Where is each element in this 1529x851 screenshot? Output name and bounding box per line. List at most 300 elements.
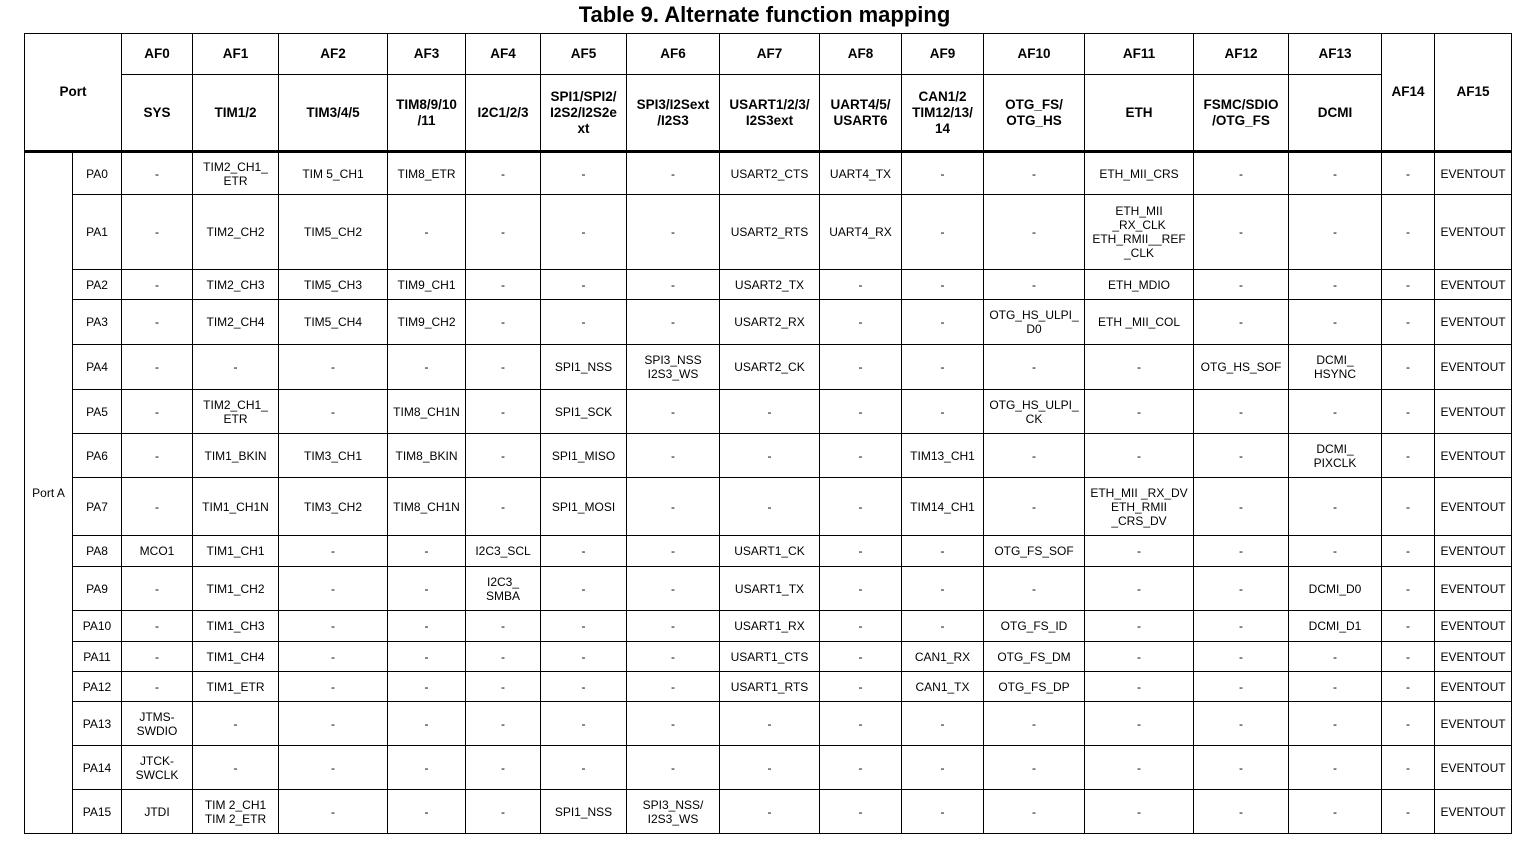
function-cell: - (820, 702, 902, 746)
function-cell: - (820, 611, 902, 642)
table-row (25, 746, 1512, 790)
function-cell: - (122, 270, 193, 300)
function-cell: TIM1_CH1N (193, 478, 279, 536)
function-cell: ETH_MII _RX_CLK ETH_RMII__REF _CLK (1085, 195, 1194, 270)
function-cell: - (541, 300, 627, 345)
function-cell: - (279, 672, 388, 702)
function-cell: I2C3_ SMBA (466, 567, 541, 611)
function-cell: - (122, 345, 193, 390)
function-header: TIM1/2 (193, 75, 279, 152)
function-cell: - (1085, 536, 1194, 567)
function-cell: - (627, 300, 720, 345)
function-cell: USART2_TX (720, 270, 820, 300)
function-cell: EVENTOUT (1435, 152, 1512, 195)
function-header: TIM8/9/10 /11 (388, 75, 466, 152)
function-cell: EVENTOUT (1435, 300, 1512, 345)
function-cell: - (388, 345, 466, 390)
function-cell: DCMI_ HSYNC (1289, 345, 1382, 390)
function-cell: - (193, 746, 279, 790)
function-cell: - (902, 702, 984, 746)
function-cell: - (902, 611, 984, 642)
function-header: UART4/5/ USART6 (820, 75, 902, 152)
function-cell: - (902, 790, 984, 834)
function-cell: - (820, 746, 902, 790)
af-header: AF3 (388, 34, 466, 75)
function-cell: - (1289, 790, 1382, 834)
function-cell: - (466, 152, 541, 195)
function-cell: - (122, 672, 193, 702)
function-cell: - (720, 434, 820, 478)
function-cell: - (984, 434, 1085, 478)
function-cell: - (1382, 746, 1435, 790)
function-cell: - (902, 270, 984, 300)
function-cell: - (1289, 300, 1382, 345)
function-cell: - (122, 390, 193, 434)
table-row (25, 390, 1512, 434)
function-cell: - (1194, 642, 1289, 672)
function-cell: SPI3_NSS/ I2S3_WS (627, 790, 720, 834)
function-cell: - (1194, 672, 1289, 702)
function-cell: EVENTOUT (1435, 611, 1512, 642)
table-title: Table 9. Alternate function mapping (578, 2, 951, 27)
function-cell: - (627, 152, 720, 195)
function-header: SPI1/SPI2/ I2S2/I2S2e xt (541, 75, 627, 152)
pin-name: PA15 (73, 790, 122, 834)
function-cell: EVENTOUT (1435, 270, 1512, 300)
function-cell: - (720, 746, 820, 790)
pin-name: PA9 (73, 567, 122, 611)
function-cell: UART4_RX (820, 195, 902, 270)
function-cell: - (541, 270, 627, 300)
pin-name: PA14 (73, 746, 122, 790)
table-row (25, 345, 1512, 390)
function-cell: EVENTOUT (1435, 195, 1512, 270)
function-cell: - (1382, 672, 1435, 702)
pin-name: PA13 (73, 702, 122, 746)
function-header: FSMC/SDIO /OTG_FS (1194, 75, 1289, 152)
function-cell: TIM3_CH1 (279, 434, 388, 478)
function-cell: - (1289, 672, 1382, 702)
function-cell: - (902, 345, 984, 390)
function-cell: EVENTOUT (1435, 702, 1512, 746)
function-cell: EVENTOUT (1435, 672, 1512, 702)
af15-header: AF15 (1435, 34, 1512, 152)
function-cell: - (279, 702, 388, 746)
function-cell: - (984, 345, 1085, 390)
port-group-label: Port A (25, 152, 73, 834)
af-header: AF12 (1194, 34, 1289, 75)
function-cell: USART2_CK (720, 345, 820, 390)
pin-name: PA5 (73, 390, 122, 434)
table-row (25, 195, 1512, 270)
function-cell: - (1085, 642, 1194, 672)
function-cell: - (466, 642, 541, 672)
function-cell: - (388, 672, 466, 702)
function-cell: TIM13_CH1 (902, 434, 984, 478)
pin-name: PA0 (73, 152, 122, 195)
function-cell: - (1382, 790, 1435, 834)
af-header: AF2 (279, 34, 388, 75)
function-cell: - (720, 702, 820, 746)
function-cell: - (984, 478, 1085, 536)
function-cell: - (541, 746, 627, 790)
function-cell: - (820, 345, 902, 390)
function-cell: - (466, 790, 541, 834)
function-cell: TIM5_CH3 (279, 270, 388, 300)
pin-name: PA8 (73, 536, 122, 567)
function-cell: - (627, 642, 720, 672)
function-cell: - (1289, 702, 1382, 746)
af14-header: AF14 (1382, 34, 1435, 152)
function-cell: - (388, 536, 466, 567)
function-cell: - (627, 702, 720, 746)
function-cell: - (388, 790, 466, 834)
function-cell: TIM3_CH2 (279, 478, 388, 536)
function-cell: - (1085, 345, 1194, 390)
function-header: SYS (122, 75, 193, 152)
table-row (25, 642, 1512, 672)
af-header: AF6 (627, 34, 720, 75)
af-header: AF7 (720, 34, 820, 75)
af-header: AF8 (820, 34, 902, 75)
function-cell: EVENTOUT (1435, 536, 1512, 567)
function-cell: - (1382, 567, 1435, 611)
function-cell: TIM1_CH1 (193, 536, 279, 567)
function-cell: - (466, 702, 541, 746)
table-row (25, 270, 1512, 300)
function-cell: - (720, 390, 820, 434)
function-cell: - (541, 195, 627, 270)
function-cell: DCMI_ PIXCLK (1289, 434, 1382, 478)
function-cell: - (466, 345, 541, 390)
function-cell: - (466, 746, 541, 790)
function-cell: USART1_CK (720, 536, 820, 567)
table-row (25, 536, 1512, 567)
function-cell: - (1085, 702, 1194, 746)
function-cell: OTG_HS_SOF (1194, 345, 1289, 390)
function-cell: - (1382, 536, 1435, 567)
function-cell: - (820, 642, 902, 672)
function-cell: - (820, 478, 902, 536)
function-cell: OTG_HS_ULPI_ D0 (984, 300, 1085, 345)
function-cell: USART1_RX (720, 611, 820, 642)
function-cell: - (122, 611, 193, 642)
function-cell: - (1382, 390, 1435, 434)
function-cell: - (1194, 195, 1289, 270)
function-cell: - (466, 195, 541, 270)
function-cell: - (820, 270, 902, 300)
af-header: AF9 (902, 34, 984, 75)
af-header: AF0 (122, 34, 193, 75)
function-cell: - (541, 702, 627, 746)
function-cell: EVENTOUT (1435, 478, 1512, 536)
function-cell: - (627, 567, 720, 611)
function-header: CAN1/2 TIM12/13/ 14 (902, 75, 984, 152)
function-cell: - (902, 536, 984, 567)
function-cell: - (902, 567, 984, 611)
function-cell: - (279, 390, 388, 434)
function-cell: - (388, 746, 466, 790)
function-cell: - (984, 270, 1085, 300)
af-header: AF1 (193, 34, 279, 75)
table-row (25, 434, 1512, 478)
function-cell: USART1_CTS (720, 642, 820, 672)
table-row (25, 300, 1512, 345)
function-cell: TIM1_BKIN (193, 434, 279, 478)
function-cell: DCMI_D1 (1289, 611, 1382, 642)
function-cell: TIM2_CH1_ ETR (193, 390, 279, 434)
function-cell: - (627, 195, 720, 270)
function-cell: - (984, 702, 1085, 746)
function-cell: - (1382, 642, 1435, 672)
function-cell: - (820, 672, 902, 702)
function-cell: - (984, 567, 1085, 611)
function-cell: - (466, 300, 541, 345)
function-cell: - (720, 790, 820, 834)
function-cell: TIM8_BKIN (388, 434, 466, 478)
function-cell: - (388, 611, 466, 642)
function-cell: - (1289, 536, 1382, 567)
pin-name: PA7 (73, 478, 122, 536)
function-cell: - (820, 300, 902, 345)
function-cell: EVENTOUT (1435, 567, 1512, 611)
function-cell: DCMI_D0 (1289, 567, 1382, 611)
function-cell: - (627, 536, 720, 567)
function-header: USART1/2/3/ I2S3ext (720, 75, 820, 152)
pin-name: PA4 (73, 345, 122, 390)
function-cell: - (122, 567, 193, 611)
function-header: I2C1/2/3 (466, 75, 541, 152)
function-cell: TIM8_CH1N (388, 478, 466, 536)
function-cell: - (1085, 390, 1194, 434)
function-cell: TIM9_CH2 (388, 300, 466, 345)
af-header: AF10 (984, 34, 1085, 75)
function-cell: - (1382, 611, 1435, 642)
function-header: TIM3/4/5 (279, 75, 388, 152)
function-cell: - (279, 642, 388, 672)
function-cell: OTG_HS_ULPI_ CK (984, 390, 1085, 434)
function-cell: - (122, 152, 193, 195)
header-row-function (25, 75, 1512, 152)
pin-name: PA11 (73, 642, 122, 672)
function-cell: - (466, 434, 541, 478)
function-cell: JTCK- SWCLK (122, 746, 193, 790)
function-cell: - (388, 567, 466, 611)
function-cell: - (1085, 790, 1194, 834)
function-cell: - (193, 702, 279, 746)
function-cell: - (1382, 478, 1435, 536)
function-header: OTG_FS/ OTG_HS (984, 75, 1085, 152)
function-cell: TIM5_CH2 (279, 195, 388, 270)
function-cell: - (279, 611, 388, 642)
function-cell: - (122, 478, 193, 536)
af-header: AF11 (1085, 34, 1194, 75)
function-cell: - (388, 642, 466, 672)
function-cell: USART2_CTS (720, 152, 820, 195)
function-cell: - (627, 390, 720, 434)
function-cell: USART2_RX (720, 300, 820, 345)
table-row (25, 478, 1512, 536)
function-cell: - (627, 746, 720, 790)
function-cell: JTMS- SWDIO (122, 702, 193, 746)
pin-name: PA3 (73, 300, 122, 345)
function-cell: - (122, 195, 193, 270)
function-cell: - (388, 702, 466, 746)
function-cell: TIM2_CH3 (193, 270, 279, 300)
function-cell: SPI1_MOSI (541, 478, 627, 536)
function-cell: EVENTOUT (1435, 790, 1512, 834)
function-cell: - (279, 536, 388, 567)
function-cell: - (902, 195, 984, 270)
function-cell: - (1194, 790, 1289, 834)
pin-name: PA6 (73, 434, 122, 478)
function-cell: - (1085, 746, 1194, 790)
function-cell: - (1085, 611, 1194, 642)
pin-name: PA2 (73, 270, 122, 300)
function-cell: - (466, 672, 541, 702)
function-cell: USART1_RTS (720, 672, 820, 702)
function-cell: - (902, 746, 984, 790)
function-cell: - (902, 300, 984, 345)
function-cell: TIM8_CH1N (388, 390, 466, 434)
alternate-function-table (24, 33, 1512, 834)
function-header: DCMI (1289, 75, 1382, 152)
pin-name: PA12 (73, 672, 122, 702)
function-cell: - (984, 152, 1085, 195)
function-cell: - (541, 567, 627, 611)
function-header: SPI3/I2Sext /I2S3 (627, 75, 720, 152)
function-cell: - (1289, 478, 1382, 536)
function-cell: - (1382, 270, 1435, 300)
port-header: Port (25, 34, 122, 152)
function-cell: - (1289, 746, 1382, 790)
function-cell: - (1194, 611, 1289, 642)
function-cell: ETH_MII _RX_DV ETH_RMII _CRS_DV (1085, 478, 1194, 536)
function-cell: TIM2_CH4 (193, 300, 279, 345)
function-cell: TIM5_CH4 (279, 300, 388, 345)
af-header: AF13 (1289, 34, 1382, 75)
function-cell: - (1194, 567, 1289, 611)
function-cell: OTG_FS_ID (984, 611, 1085, 642)
function-cell: - (122, 434, 193, 478)
function-cell: CAN1_RX (902, 642, 984, 672)
function-cell: EVENTOUT (1435, 746, 1512, 790)
pin-name: PA10 (73, 611, 122, 642)
function-cell: TIM14_CH1 (902, 478, 984, 536)
function-cell: USART2_RTS (720, 195, 820, 270)
function-cell: - (541, 152, 627, 195)
function-cell: CAN1_TX (902, 672, 984, 702)
function-cell: - (193, 345, 279, 390)
function-cell: - (820, 567, 902, 611)
function-cell: - (466, 390, 541, 434)
table-row (25, 152, 1512, 195)
function-header: ETH (1085, 75, 1194, 152)
function-cell: SPI1_SCK (541, 390, 627, 434)
function-cell: OTG_FS_DM (984, 642, 1085, 672)
function-cell: - (1194, 746, 1289, 790)
function-cell: TIM8_ETR (388, 152, 466, 195)
function-cell: TIM1_CH3 (193, 611, 279, 642)
function-cell: - (820, 790, 902, 834)
function-cell: - (627, 672, 720, 702)
function-cell: - (1289, 152, 1382, 195)
function-cell: - (122, 300, 193, 345)
function-cell: MCO1 (122, 536, 193, 567)
function-cell: TIM2_CH2 (193, 195, 279, 270)
function-cell: - (984, 790, 1085, 834)
function-cell: UART4_TX (820, 152, 902, 195)
function-cell: TIM1_ETR (193, 672, 279, 702)
function-cell: - (627, 270, 720, 300)
function-cell: - (541, 611, 627, 642)
function-cell: EVENTOUT (1435, 390, 1512, 434)
function-cell: TIM1_CH4 (193, 642, 279, 672)
function-cell: - (1194, 536, 1289, 567)
function-cell: - (279, 567, 388, 611)
table-row (25, 611, 1512, 642)
function-cell: - (720, 478, 820, 536)
function-cell: OTG_FS_SOF (984, 536, 1085, 567)
function-cell: - (1194, 390, 1289, 434)
function-cell: - (466, 270, 541, 300)
function-cell: - (820, 434, 902, 478)
function-cell: - (541, 536, 627, 567)
function-cell: I2C3_SCL (466, 536, 541, 567)
table-row (25, 672, 1512, 702)
function-cell: - (466, 611, 541, 642)
function-cell: - (388, 195, 466, 270)
function-cell: SPI1_NSS (541, 790, 627, 834)
af-header: AF4 (466, 34, 541, 75)
function-cell: TIM9_CH1 (388, 270, 466, 300)
function-cell: - (1289, 195, 1382, 270)
function-cell: OTG_FS_DP (984, 672, 1085, 702)
function-cell: - (984, 195, 1085, 270)
function-cell: - (466, 478, 541, 536)
function-cell: TIM1_CH2 (193, 567, 279, 611)
function-cell: SPI1_NSS (541, 345, 627, 390)
function-cell: - (820, 536, 902, 567)
function-cell: - (1289, 642, 1382, 672)
function-cell: JTDI (122, 790, 193, 834)
function-cell: EVENTOUT (1435, 345, 1512, 390)
function-cell: - (1085, 567, 1194, 611)
function-cell: ETH_MDIO (1085, 270, 1194, 300)
function-cell: - (627, 611, 720, 642)
function-cell: - (1194, 300, 1289, 345)
function-cell: - (820, 390, 902, 434)
function-cell: - (1194, 152, 1289, 195)
af-header: AF5 (541, 34, 627, 75)
function-cell: - (1194, 478, 1289, 536)
function-cell: - (541, 672, 627, 702)
function-cell: - (122, 642, 193, 672)
function-cell: - (1289, 390, 1382, 434)
function-cell: - (627, 478, 720, 536)
function-cell: - (1382, 300, 1435, 345)
function-cell: - (1382, 434, 1435, 478)
function-cell: SPI3_NSS I2S3_WS (627, 345, 720, 390)
function-cell: - (1194, 702, 1289, 746)
header-row-af (25, 34, 1512, 75)
function-cell: - (1382, 195, 1435, 270)
function-cell: - (984, 746, 1085, 790)
function-cell: - (1289, 270, 1382, 300)
function-cell: - (1085, 434, 1194, 478)
function-cell: - (279, 345, 388, 390)
function-cell: - (541, 642, 627, 672)
